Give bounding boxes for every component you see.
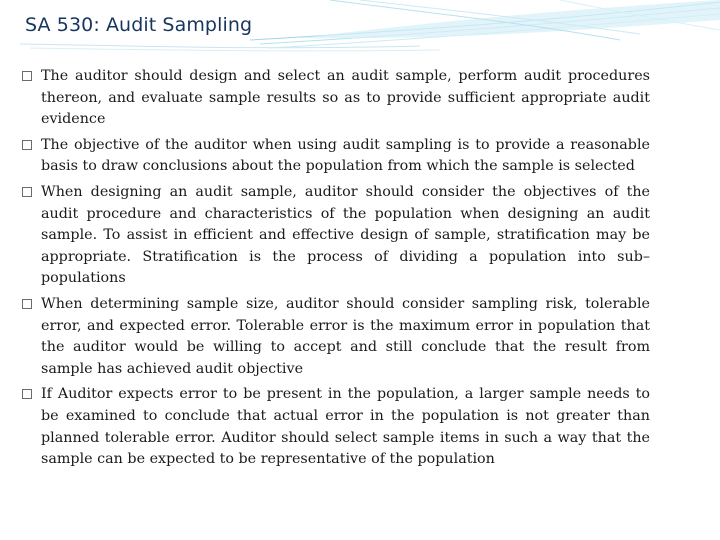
- bullet-text: If Auditor expects error to be present in the population, a larger sample needs to be examined to conclude that actual error in the population is not greater than planned tolerable error. Auditor should select sample items in such a way that the sample can be expected to be representative of the population: [41, 386, 650, 468]
- bullet-text: When determining sample size, auditor should consider sampling risk, tolerable error, and expected error. Tolerable error is the maximum error in population that the auditor would be willing to accept and still conclude that the result from sample has achieved audit objective: [41, 295, 650, 377]
- checkbox-square-icon: [22, 187, 32, 197]
- bullet-text: The auditor should design and select an audit sample, perform audit procedures thereon, and evaluate sample results so as to provide sufficient appropriate audit evidence: [41, 68, 650, 128]
- bullet-list: [22, 66, 650, 475]
- bullet-text: The objective of the auditor when using audit sampling is to provide a reasonable basis to draw conclusions about the population from which the sample is selected: [41, 136, 650, 175]
- slide-title: SA 530: Audit Sampling: [25, 14, 253, 36]
- bullet-item: [22, 135, 650, 178]
- checkbox-square-icon: [22, 389, 32, 399]
- checkbox-square-icon: [22, 140, 32, 150]
- bullet-text: When designing an audit sample, auditor should consider the objectives of the audit procedure and characteristics of the population when designing an audit sample. To assist in efficient and effective design of sample, stratification may be appropriate. Stratification is the process of dividing a population into sub– populations: [41, 183, 650, 287]
- bullet-item: [22, 294, 650, 380]
- checkbox-square-icon: [22, 71, 32, 81]
- bullet-item: [22, 384, 650, 470]
- checkbox-square-icon: [22, 299, 32, 309]
- bullet-item: [22, 66, 650, 131]
- bullet-item: [22, 182, 650, 290]
